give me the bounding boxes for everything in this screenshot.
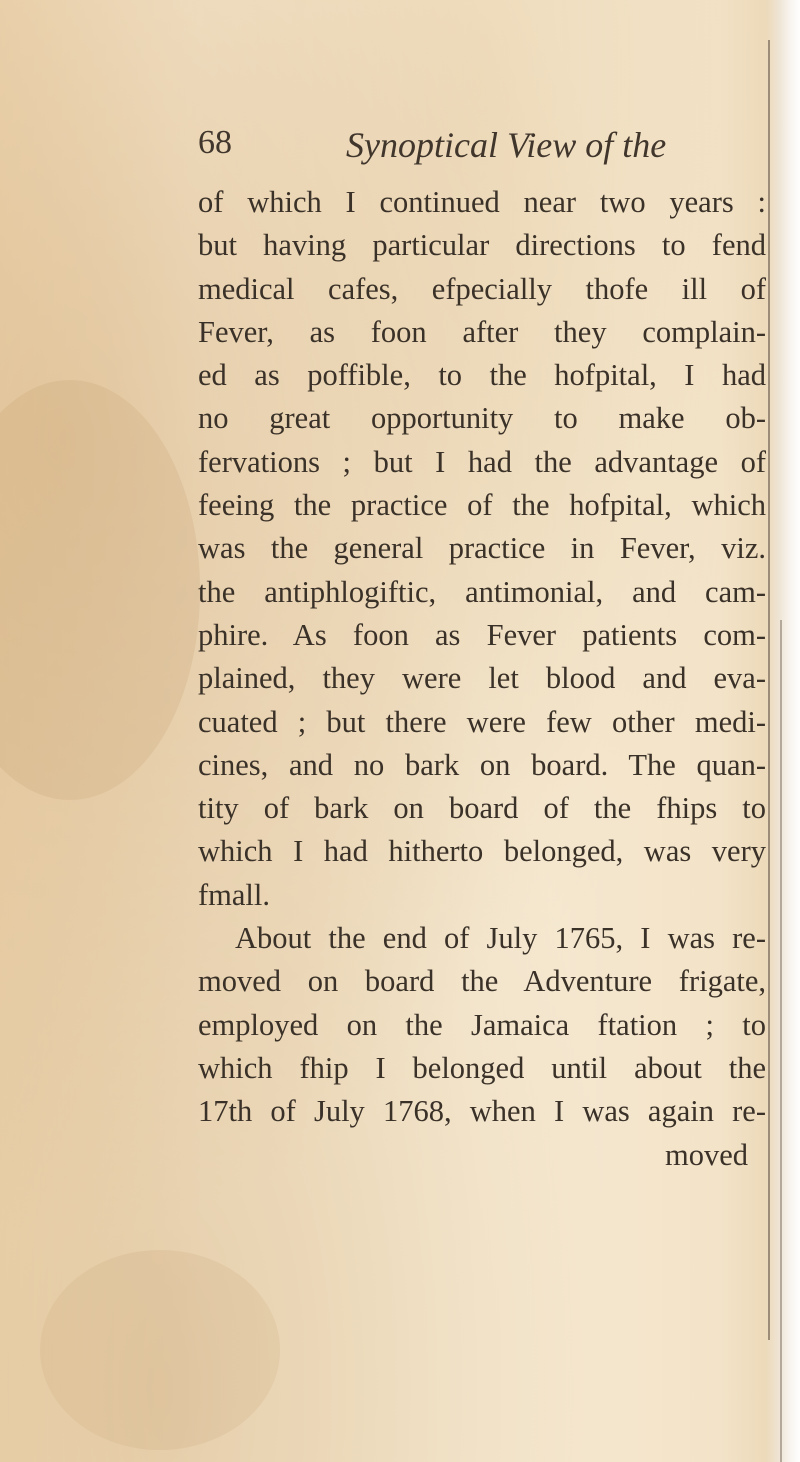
text-line: About the end of July 1765, I was re- — [235, 921, 766, 956]
page-number: 68 — [198, 124, 232, 161]
text-line: Fever, as foon after they complain- — [198, 314, 766, 349]
text-line: tity of bark on board of the fhips to — [198, 791, 766, 826]
text-line: 17th of July 1768, when I was again re- — [198, 1094, 766, 1129]
text-line: which fhip I belonged until about the — [198, 1050, 766, 1085]
gutter-edge-line — [768, 40, 770, 1340]
text-line: was the general practice in Fever, viz. — [198, 531, 766, 566]
text-line: fmall. — [198, 877, 270, 912]
gutter-edge-line — [780, 620, 782, 1462]
text-line: of which I continued near two years : — [198, 185, 766, 219]
running-head: Synoptical View of the — [346, 125, 667, 165]
text-line: no great opportunity to make ob- — [198, 401, 766, 436]
paper-stain — [40, 1250, 280, 1450]
text-line: cines, and no bark on board. The quan- — [198, 747, 766, 782]
catchword: moved — [664, 1137, 748, 1172]
paper-stain — [0, 380, 200, 800]
text-line: but having particular directions to fend — [198, 228, 766, 263]
body-text — [198, 181, 766, 1177]
text-line: fervations ; but I had the advantage of — [198, 444, 766, 479]
text-line: cuated ; but there were few other medi- — [198, 704, 766, 739]
text-line: plained, they were let blood and eva- — [198, 661, 766, 696]
page-gutter — [766, 0, 800, 1462]
text-line: which I had hitherto belonged, was very — [198, 834, 766, 869]
text-line: the antiphlogiftic, antimonial, and cam- — [198, 574, 766, 609]
text-line: feeing the practice of the hofpital, which — [198, 488, 766, 523]
text-line: moved on board the Adventure frigate, — [198, 964, 766, 999]
text-line: employed on the Jamaica ftation ; to — [198, 1007, 766, 1042]
page-header — [198, 124, 758, 168]
text-line: ed as poffible, to the hofpital, I had — [198, 358, 766, 393]
text-line: medical cafes, efpecially thofe ill of — [198, 271, 766, 306]
text-line: phire. As foon as Fever patients com- — [198, 617, 766, 652]
